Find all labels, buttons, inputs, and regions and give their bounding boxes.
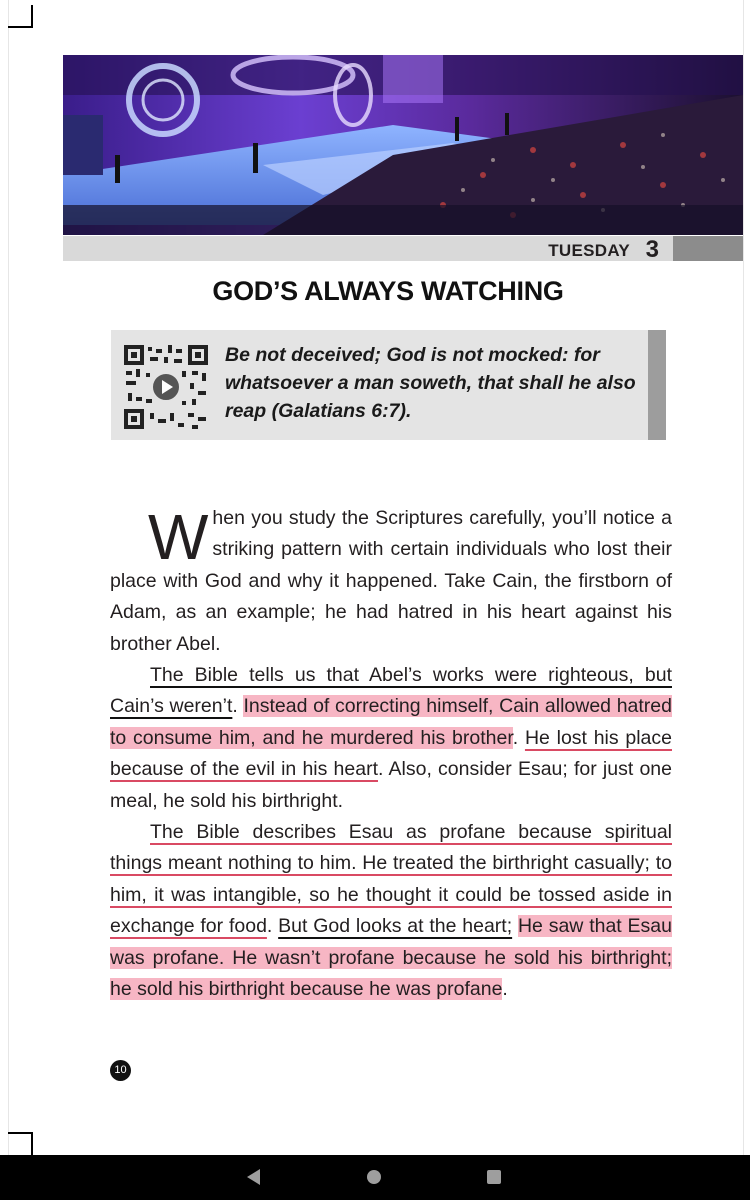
home-circle-icon[interactable] <box>367 1170 381 1184</box>
qr-code-icon[interactable] <box>122 343 210 431</box>
text-fragment: . <box>232 695 244 718</box>
drop-cap: W <box>148 501 209 573</box>
verse-box-accent <box>648 330 666 440</box>
crop-mark-bottom-h <box>8 1132 33 1134</box>
crop-mark-bottom <box>31 1133 33 1155</box>
page-title: GOD’S ALWAYS WATCHING <box>212 276 564 306</box>
recents-square-icon[interactable] <box>487 1170 501 1184</box>
paragraph-2 <box>110 660 672 817</box>
highlighted-text: Instead of correcting himself, Cain allowed hatred to consume him, and he murdered his brother <box>110 695 672 749</box>
red-underlined-text: The Bible describes Esau as profane because spiritual things meant nothing to him. He treated the birthright casually; to him, it was intangible, so he thought it could be tossed aside in exchange for food <box>110 821 672 938</box>
crop-mark-top <box>31 5 33 27</box>
crop-mark-top-h <box>8 26 33 28</box>
day-number: 3 <box>645 236 659 263</box>
day-band-accent <box>673 236 743 261</box>
paragraph-3 <box>110 817 672 1005</box>
text-fragment: . <box>266 915 279 938</box>
highlighted-text: He saw that Esau was profane. He wasn’t profane because he sold his birthright; he sold his birthright because he was profane <box>110 915 672 1001</box>
verse-box <box>111 330 648 440</box>
header-photo <box>63 55 743 235</box>
day-band <box>63 236 743 261</box>
paragraph-1-text: hen you study the Scriptures carefully, you’ll notice a striking pattern with certain individuals who lost their place with God and why it happened. Take Cain, the firstborn of Adam, as an example; he had hatred in his heart against his brother Abel. <box>110 507 672 655</box>
page-number: 10 <box>110 1060 131 1081</box>
paragraph-1 <box>110 503 672 660</box>
text-fragment: . Also, consider Esau; for just one meal, he sold his birthright. <box>110 758 672 812</box>
underlined-text: The Bible tells us that Abel’s works were righteous, but Cain’s weren’t <box>110 664 672 718</box>
text-fragment: . <box>502 978 508 1001</box>
underlined-text: But God looks at the heart; <box>278 915 513 938</box>
verse-text: Be not deceived; God is not mocked: for whatsoever a man soweth, that shall he also reap (Galatians 6:7). <box>225 344 636 422</box>
article-body <box>110 503 672 1006</box>
android-nav-bar <box>0 1155 750 1200</box>
text-fragment: . <box>512 726 525 749</box>
back-triangle-icon[interactable] <box>247 1169 260 1185</box>
day-label: TUESDAY <box>548 241 630 260</box>
red-underlined-text: He lost his place because of the evil in his heart <box>110 726 672 781</box>
